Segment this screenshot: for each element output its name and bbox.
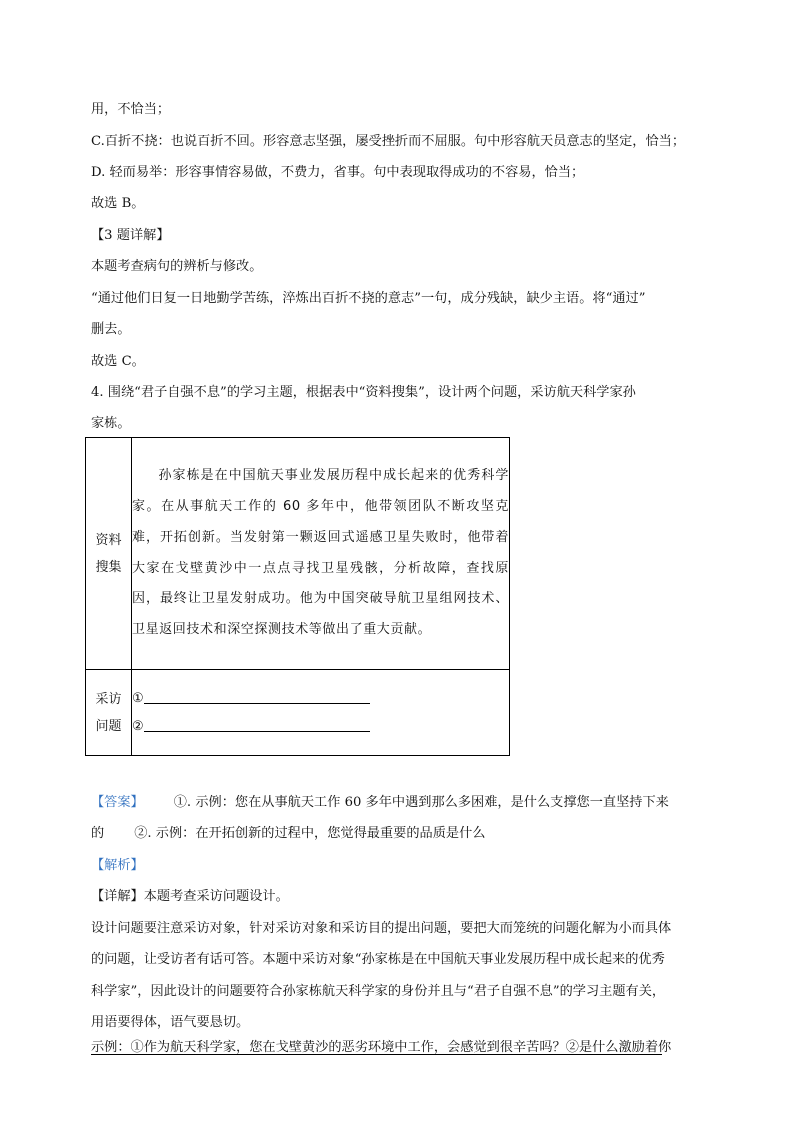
table-row [86, 670, 510, 756]
text-line: 故选 C。 [91, 354, 145, 369]
question-text: 家栋。 [91, 416, 131, 431]
text-line: 用语要得体，语气要恳切。 [91, 1015, 250, 1030]
question-blank-1 [132, 685, 509, 713]
section-heading: 【3 题详解】 [91, 228, 170, 243]
text-line: D. 轻而易举：形容事情容易做，不费力，省事。句中表现取得成功的不容易，恰当； [91, 165, 585, 180]
answer-blank-line [144, 689, 370, 704]
text-line: 示例：①作为航天科学家，您在戈壁黄沙的恶劣环境中工作，会感觉到很辛苦吗？②是什么激励着你 [91, 1040, 672, 1055]
text-line: 设计问题要注意采访对象，针对采访对象和采访目的提出问题，要把大而笼统的问题化解为小而具体 [91, 921, 672, 936]
answer-2: ②. 示例：在开拓创新的过程中，您觉得最重要的品质是什么 [134, 826, 486, 841]
footer-divider [91, 1054, 662, 1055]
text-line: 故选 B。 [91, 196, 145, 211]
text-line: “通过他们日复一日地勤学苦练，淬炼出百折不挠的意志”一句，成分残缺，缺少主语。将“通过” [91, 291, 646, 306]
question-text: 4. 围绕“君子自强不息”的学习主题，根据表中“资料搜集”，设计两个问题，采访航天科学家孙 [91, 385, 636, 400]
materials-cell [132, 438, 510, 670]
text-line: 用，不恰当； [91, 102, 171, 117]
answer-tag: 【答案】 [91, 795, 144, 810]
answer-1-tail: 的 [91, 826, 105, 841]
answer-line [91, 794, 669, 812]
row-label-questions [86, 670, 132, 756]
question-number: ② [132, 718, 144, 734]
row-label-text: 采访问题 [95, 691, 122, 734]
text-line: C.百折不挠：也说百折不回。形容意志坚强，屡受挫折而不屈服。句中形容航天员意志的坚定，恰当； [91, 134, 686, 149]
text-line: 本题考查病句的辨析与修改。 [91, 259, 263, 274]
questions-cell [132, 670, 510, 756]
table-row [86, 438, 510, 670]
text-line: 科学家”，因此设计的问题要符合孙家栋航天科学家的身份并且与“君子自强不息”的学习主题有关， [91, 984, 666, 999]
answer-blank-line [144, 717, 370, 732]
question-blank-2 [132, 713, 509, 741]
analysis-tag: 【解析】 [91, 858, 144, 873]
answer-1: ①. 示例：您在从事航天工作 60 多年中遇到那么多困难，是什么支撑您一直坚持下来 [173, 795, 669, 810]
materials-text: 孙家栋是在中国航天事业发展历程中成长起来的优秀科学家。在从事航天工作的 60 多年中，他带领团队不断攻坚克难，开拓创新。当发射第一颗返回式遥感卫星失败时，他带着大家在戈壁黄沙中一点点寻找卫星残骸，分析故障，查找原因，最终让卫星发射成功。他为中国突破导航卫星组网技术、卫星返回技术和深空探测技术等做出了重大贡献。 [132, 468, 509, 637]
materials-paragraph [132, 461, 509, 645]
text-line: 删去。 [91, 322, 131, 337]
text-line: 【详解】本题考查采访问题设计。 [91, 889, 289, 904]
text-line: 的问题，让受访者有话可答。本题中采访对象“孙家栋是在中国航天事业发展历程中成长起来的优秀 [91, 952, 665, 967]
row-label-materials [86, 438, 132, 670]
answer-line [91, 825, 485, 843]
question-number: ① [132, 690, 144, 706]
info-table [85, 437, 510, 756]
row-label-text: 资料搜集 [95, 532, 122, 575]
